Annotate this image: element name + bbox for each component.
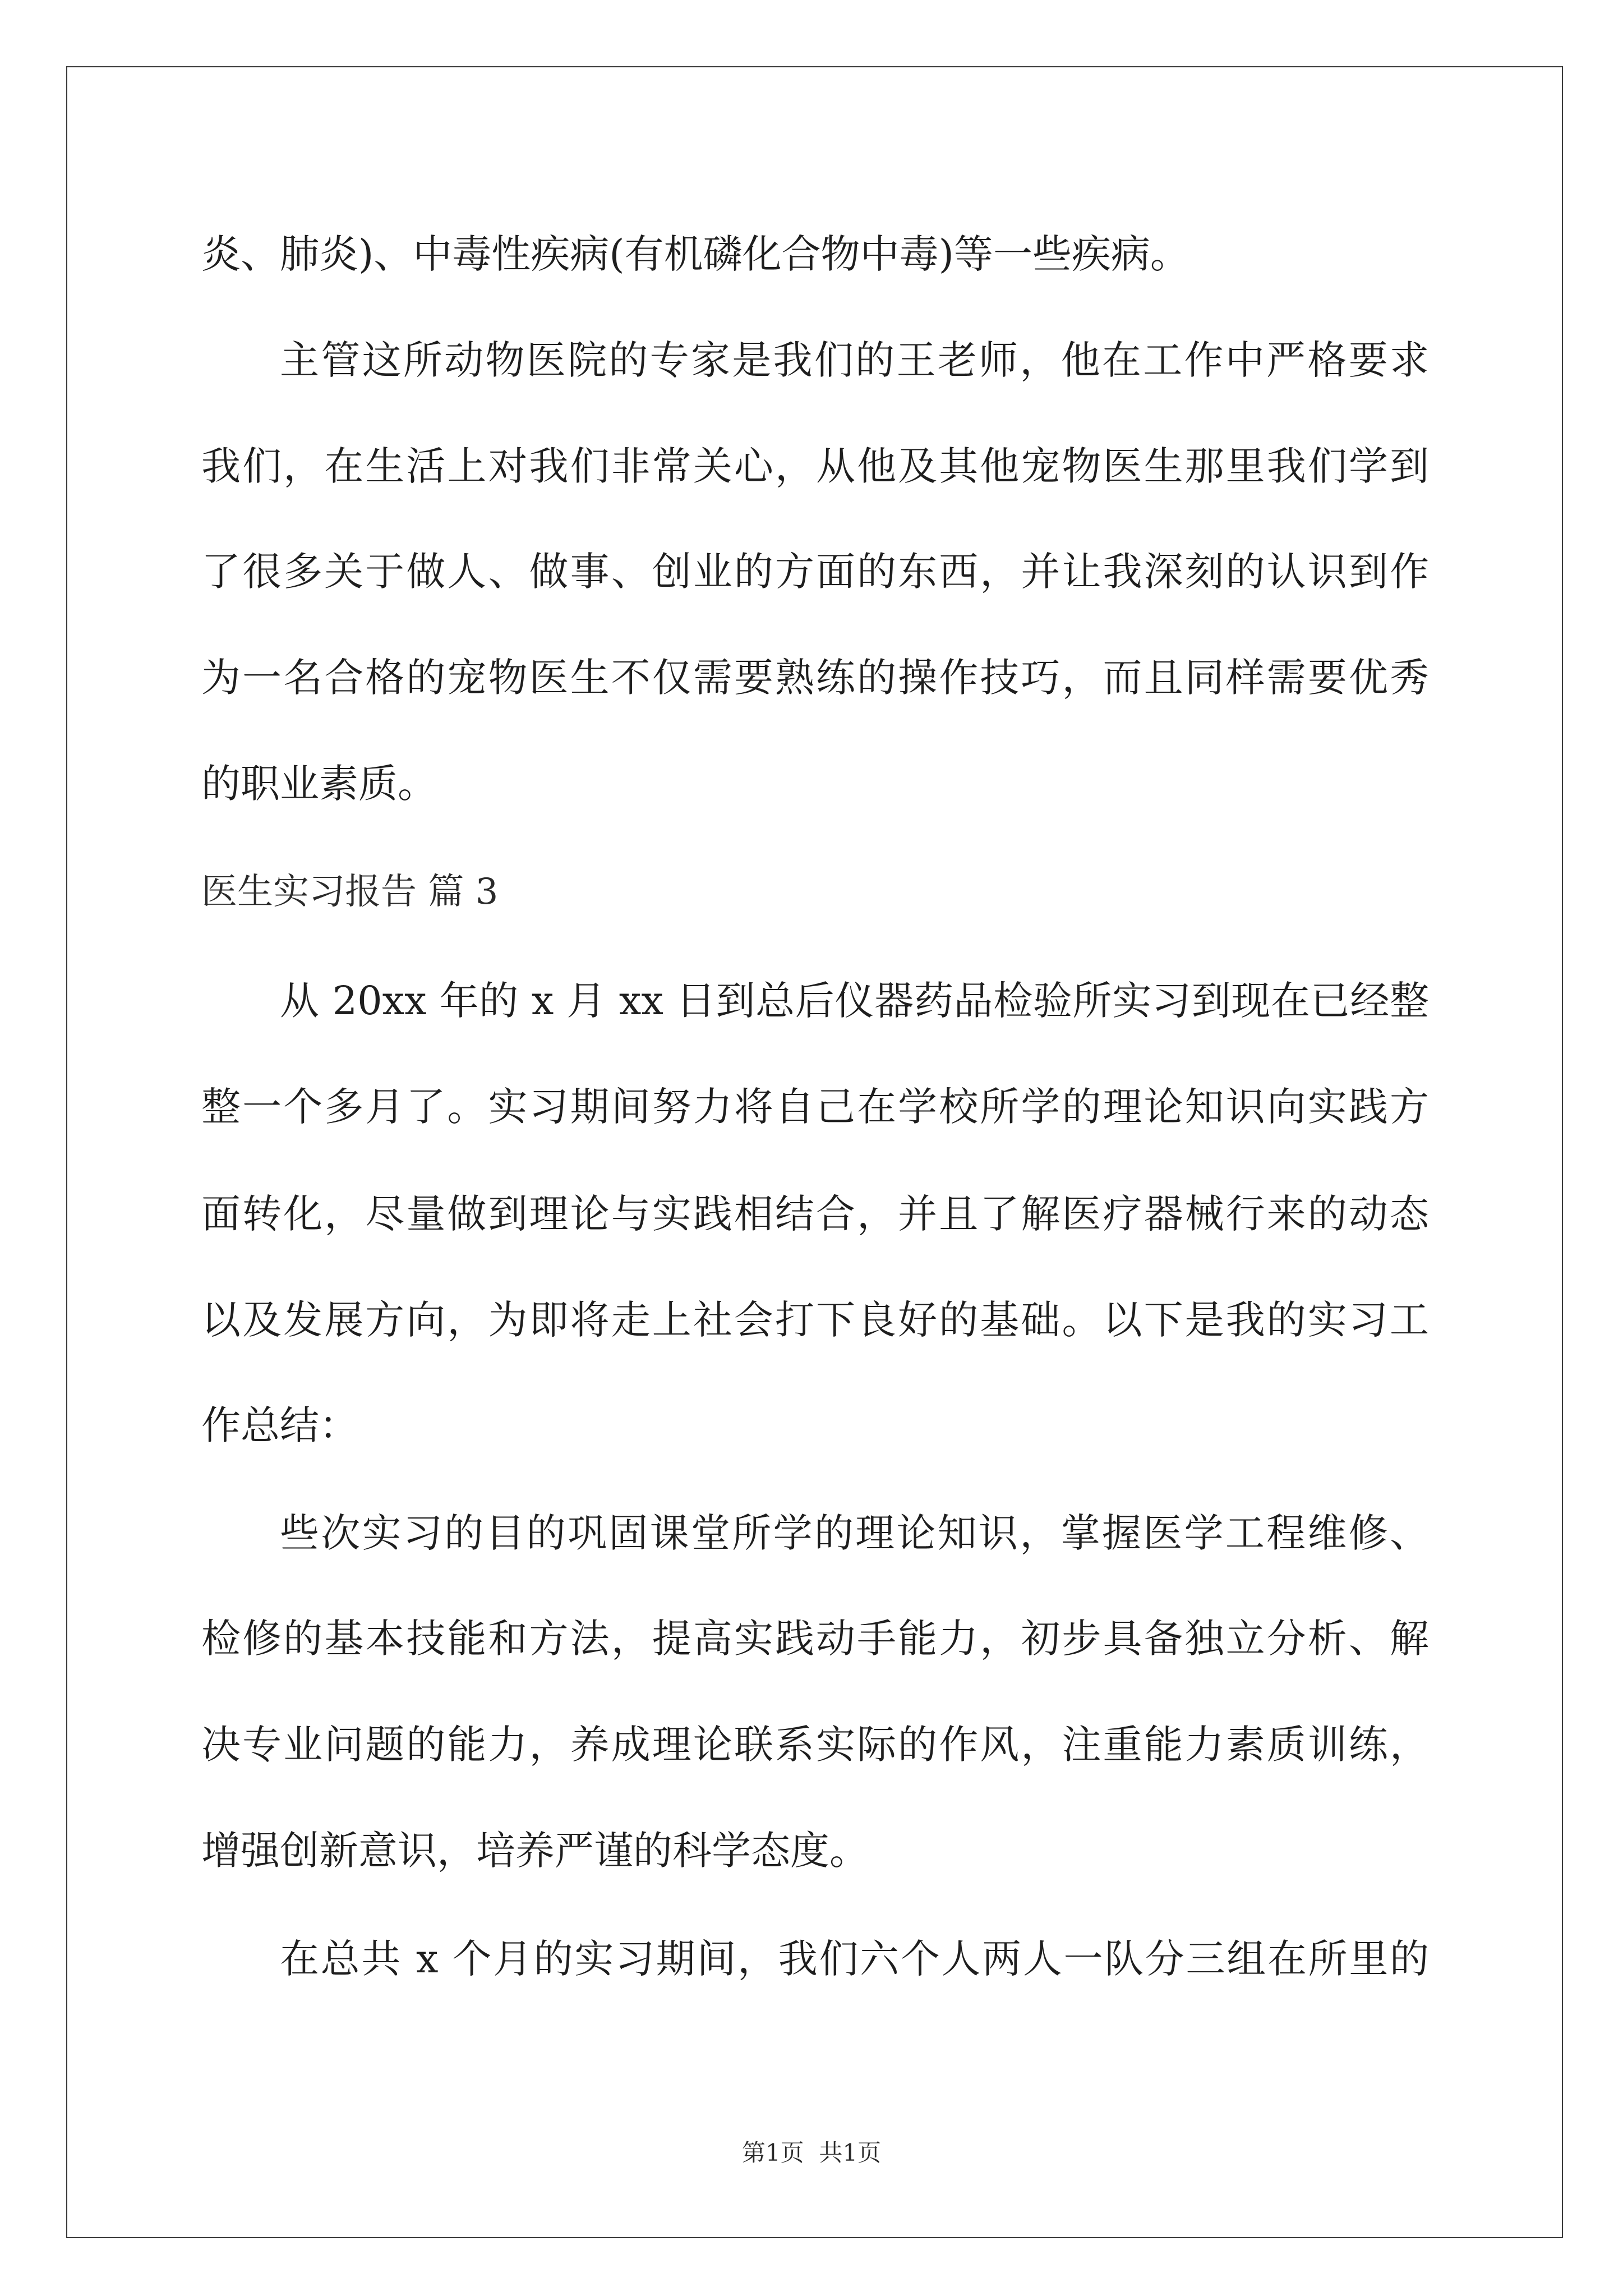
paragraph-line: 从 20xx 年的 x 月 xx 日到总后仪器药品检验所实习到现在已经整 <box>280 978 1429 1024</box>
paragraph-line: 作总结： <box>201 1402 358 1448</box>
paragraph-line: 增强创新意识，培养严谨的科学态度。 <box>201 1828 869 1874</box>
paragraph-line: 的职业素质。 <box>201 761 437 807</box>
paragraph-line: 主管这所动物医院的专家是我们的王老师，他在工作中严格要求 <box>280 337 1429 383</box>
paragraph-line: 检修的基本技能和方法，提高实践动手能力，初步具备独立分析、解 <box>201 1616 1429 1662</box>
paragraph-line: 在总共 x 个月的实习期间，我们六个人两人一队分三组在所里的 <box>280 1936 1429 1982</box>
section-heading: 医生实习报告 篇 3 <box>201 871 499 913</box>
paragraph-line: 些次实习的目的巩固课堂所学的理论知识，掌握医学工程维修、 <box>280 1510 1429 1556</box>
page-border <box>66 66 1563 2238</box>
paragraph-line: 我们，在生活上对我们非常关心，从他及其他宠物医生那里我们学到 <box>201 443 1429 489</box>
paragraph-line: 为一名合格的宠物医生不仅需要熟练的操作技巧，而且同样需要优秀 <box>201 655 1429 701</box>
paragraph-line: 了很多关于做人、做事、创业的方面的东西，并让我深刻的认识到作 <box>201 549 1429 595</box>
paragraph-line: 整一个多月了。实习期间努力将自己在学校所学的理论知识向实践方 <box>201 1084 1429 1130</box>
paragraph-line: 炎、肺炎)、中毒性疾病(有机磷化合物中毒)等一些疾病。 <box>201 231 1189 277</box>
paragraph-line: 决专业问题的能力，养成理论联系实际的作风，注重能力素质训练， <box>201 1722 1429 1768</box>
paragraph-line: 以及发展方向，为即将走上社会打下良好的基础。以下是我的实习工 <box>201 1297 1429 1343</box>
paragraph-line: 面转化，尽量做到理论与实践相结合，并且了解医疗器械行来的动态 <box>201 1191 1429 1237</box>
page-footer: 第1页 共1页 <box>741 2139 882 2166</box>
